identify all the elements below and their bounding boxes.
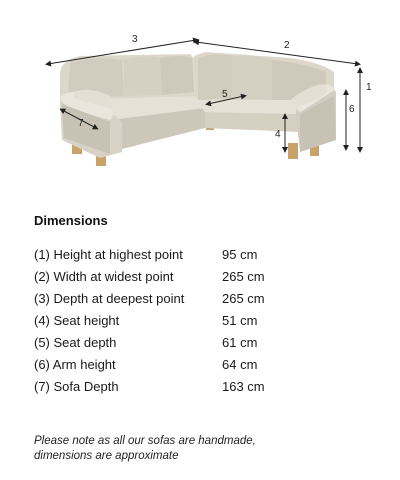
note-line: dimensions are approximate <box>34 450 179 462</box>
dimension-row <box>34 243 364 265</box>
callout-6: 6 <box>349 104 355 115</box>
dimension-value: 61 cm <box>222 334 258 350</box>
dimension-value: 64 cm <box>222 356 258 372</box>
dimensions-list <box>34 243 364 397</box>
dimension-row <box>34 331 364 353</box>
dimension-row <box>34 375 364 397</box>
dimension-row <box>34 353 364 375</box>
dimension-label: (4) Seat height <box>34 312 120 328</box>
dimension-label: (3) Depth at deepest point <box>34 290 185 306</box>
dimension-label: (1) Height at highest point <box>34 246 183 262</box>
dimension-label: (2) Width at widest point <box>34 268 174 284</box>
dimension-row <box>34 287 364 309</box>
callout-1: 1 <box>366 82 372 93</box>
dimension-value: 265 cm <box>222 268 265 284</box>
dimension-value: 163 cm <box>222 378 265 394</box>
handmade-note <box>34 434 374 464</box>
dimension-value: 265 cm <box>222 290 265 306</box>
callout-5: 5 <box>222 89 228 100</box>
dimension-value: 51 cm <box>222 312 258 328</box>
dimension-row <box>34 309 364 331</box>
sofa-diagram <box>0 0 400 200</box>
dimension-value: 95 cm <box>222 246 258 262</box>
callout-3: 3 <box>132 34 138 45</box>
note-line: Please note as all our sofas are handmade, <box>34 435 256 447</box>
sofa-illustration <box>0 0 400 200</box>
dimension-row <box>34 265 364 287</box>
dimension-label: (6) Arm height <box>34 356 116 372</box>
dimensions-heading: Dimensions <box>34 213 108 228</box>
dimension-label: (5) Seat depth <box>34 334 117 350</box>
callout-2: 2 <box>284 40 290 51</box>
sofa-leg <box>288 143 298 159</box>
dimension-label: (7) Sofa Depth <box>34 378 119 394</box>
callout-4: 4 <box>275 129 281 140</box>
callout-7: 7 <box>78 118 84 129</box>
sofa-seat-right <box>196 100 300 114</box>
